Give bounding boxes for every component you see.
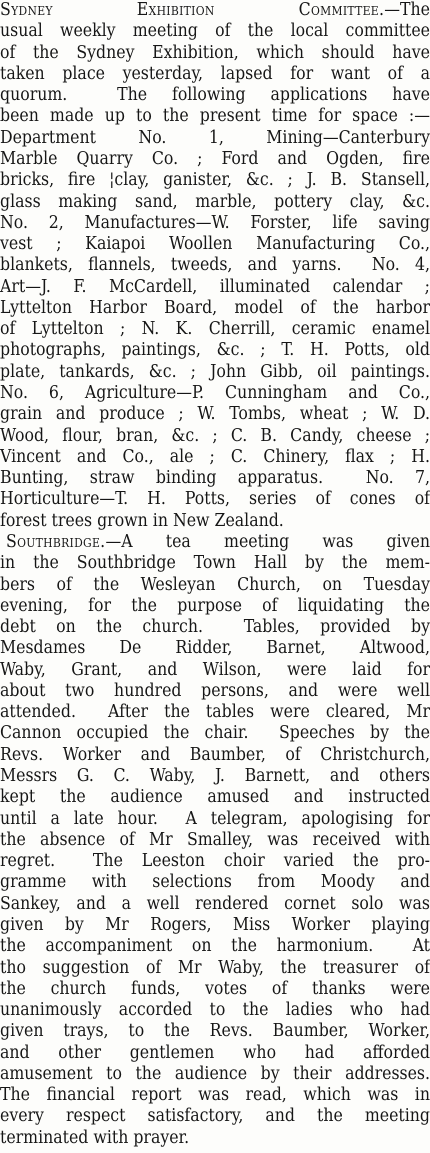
article-line: Lyttelton Harbor Board, model of the harbor: [0, 297, 430, 318]
article-line: attended. After the tables were cleared, Mr: [0, 702, 430, 723]
article-line: kept the audience amused and instructed: [0, 787, 430, 808]
article-line: bricks, fire ¦clay, ganister, &c. ; J. B. Stansell,: [0, 170, 430, 191]
article-line: Waby, Grant, and Wilson, were laid for: [0, 659, 430, 680]
article-line: given by Mr Rogers, Miss Worker playing: [0, 914, 430, 935]
article-line: in the Southbridge Town Hall by the mem-: [0, 553, 430, 574]
article-line: Horticulture—T. H. Potts, series of cones of: [0, 489, 430, 510]
article-line: Mesdames De Ridder, Barnet, Altwood,: [0, 638, 430, 659]
article-line: vest ; Kaiapoi Woollen Manufacturing Co.,: [0, 234, 430, 255]
article-line: given trays, to the Revs. Baumber, Worker,: [0, 1021, 430, 1042]
article-line: Cannon occupied the chair. Speeches by the: [0, 723, 430, 744]
article-line: usual weekly meeting of the local committee: [0, 21, 430, 42]
article-line: No. 2, Manufactures—W. Forster, life saving: [0, 212, 430, 233]
article-line: regret. The Leeston choir varied the pro-: [0, 851, 430, 872]
article-line: terminated with prayer.: [0, 1127, 190, 1148]
article-line: quorum. The following applications have: [0, 85, 430, 106]
article-line: every respect satisfactory, and the meeting: [0, 1106, 430, 1127]
article-line: Sankey, and a well rendered cornet solo was: [0, 893, 430, 914]
article-line: unanimously accorded to the ladies who had: [0, 1000, 430, 1021]
article-line: Wood, flour, bran, &c. ; C. B. Candy, cheese ;: [0, 425, 430, 446]
article-line: Vincent and Co., ale ; C. Chinery, flax ; H.: [0, 446, 430, 467]
article-heading-dash: —A tea meeting was given: [105, 531, 430, 552]
article-line: grain and produce ; W. Tombs, wheat ; W. D.: [0, 404, 430, 425]
article-line: Art—J. F. McCardell, illuminated calendar ;: [0, 276, 430, 297]
article-line: the accompaniment on the harmonium. At: [0, 936, 430, 957]
article-heading: Southbridge.: [6, 531, 106, 552]
article-heading: Sydney Exhibition Committee.: [0, 0, 385, 20]
article-line: debt on the church. Tables, provided by: [0, 617, 430, 638]
article-line: bers of the Wesleyan Church, on Tuesday: [0, 574, 430, 595]
article-line: [0, 532, 430, 553]
article-line: amusement to the audience by their addresses.: [0, 1063, 430, 1084]
article-line: glass making sand, marble, pottery clay, &c.: [0, 191, 430, 212]
article-line: tho suggestion of Mr Waby, the treasurer of: [0, 957, 430, 978]
article-line: [0, 0, 430, 21]
article-line: forest trees grown in New Zealand.: [0, 510, 284, 531]
article-line: blankets, flannels, tweeds, and yarns. No. 4,: [0, 255, 430, 276]
article-line: Bunting, straw binding apparatus. No. 7,: [0, 468, 430, 489]
article-line: and other gentlemen who had afforded: [0, 1042, 430, 1063]
article-line: the absence of Mr Smalley, was received with: [0, 829, 430, 850]
article-line: about two hundred persons, and were well: [0, 680, 430, 701]
article-line: No. 6, Agriculture—P. Cunningham and Co.,: [0, 383, 430, 403]
article-line: Messrs G. C. Waby, J. Barnett, and others: [0, 766, 430, 786]
article-line: Revs. Worker and Baumber, of Christchurch,: [0, 744, 430, 765]
article-line: taken place yesterday, lapsed for want of a: [0, 63, 430, 84]
article-line: Department No. 1, Mining—Canterbury: [0, 127, 430, 148]
article-line: The financial report was read, which was in: [0, 1085, 430, 1106]
article-line: the church funds, votes of thanks were: [0, 978, 430, 999]
article-line: gramme with selections from Moody and: [0, 872, 430, 893]
article-line: plate, tankards, &c. ; John Gibb, oil paintings.: [0, 361, 430, 382]
article-line: Marble Quarry Co. ; Ford and Ogden, fire: [0, 148, 430, 169]
article-line: until a late hour. A telegram, apologising for: [0, 808, 430, 829]
article-line: evening, for the purpose of liquidating the: [0, 595, 430, 616]
article-line: of the Sydney Exhibition, which should have: [0, 42, 430, 63]
article-line: photographs, paintings, &c. ; T. H. Potts, old: [0, 340, 430, 361]
article-line: of Lyttelton ; N. K. Cherrill, ceramic enamel: [0, 319, 430, 340]
article-heading-dash: —The: [384, 0, 430, 20]
article-line: been made up to the present time for space :—: [0, 106, 430, 127]
